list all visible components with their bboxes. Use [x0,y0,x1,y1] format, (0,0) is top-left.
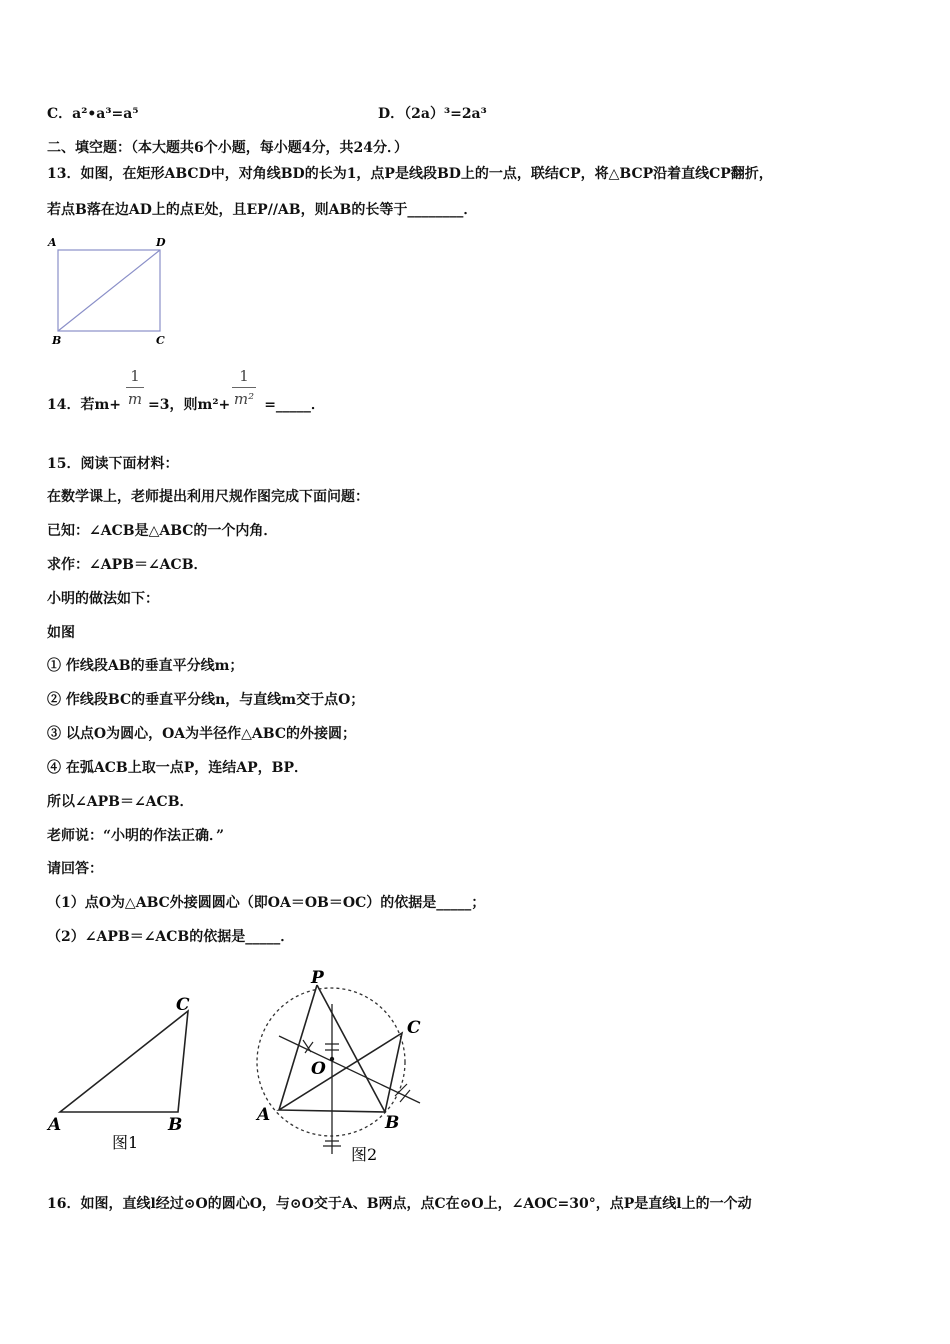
q15-line-5: 如图 [47,625,75,641]
fig2-label-o: O [311,1059,326,1079]
q13-rectangle-figure [44,232,174,350]
section-2-title: 二、填空题：（本大题共6个小题，每小题4分，共24分．） [47,140,408,156]
segment-bp [317,985,385,1112]
fig2-label-a: A [257,1105,271,1125]
diagonal-bd [58,250,160,331]
q15-line-1: 在数学课上，老师提出利用尺规作图完成下面问题： [47,489,369,505]
q15-line-0: 15．阅读下面材料： [47,456,179,472]
label-b: B [52,334,62,347]
fig2-caption: 图2 [351,1145,378,1164]
option-d-text: （2a）³=2a³ [404,106,487,122]
q14-fraction-1: 1 m [127,367,143,408]
q16-line: 16．如图，直线l经过⊙O的圆心O，与⊙O交于A、B两点，点C在⊙O上，∠AOC=30°，点P是直线l上的一个动 [47,1196,752,1212]
option-c-text: a²•a³=a⁵ [72,106,139,122]
fig2-label-p: P [311,968,324,988]
fig1-label-b: B [168,1115,183,1135]
q15-line-11: 老师说：“小明的作法正确．” [47,828,225,844]
fig1-label-c: C [176,995,190,1015]
q15-line-4: 小明的做法如下： [47,591,159,607]
q15-line-3: 求作：∠APB＝∠ACB． [47,557,208,573]
point-o [330,1057,334,1061]
label-c: C [156,334,165,347]
label-a: A [48,236,57,249]
fig1-caption: 图1 [112,1133,139,1152]
q13-line1: 13．如图，在矩形ABCD中，对角线BD的长为1，点P是线段BD上的一点，联结CP，将△BCP沿着直线CP翻折， [47,166,773,182]
q14-line: 14．若m+ =3，则m²+ =_____． [47,397,325,413]
option-c: C．a²•a³=a⁵ [47,106,139,122]
q15-line-14: （2）∠APB＝∠ACB的依据是_____． [47,929,295,945]
q15-line-8: ③ 以点O为圆心，OA为半径作△ABC的外接圆； [47,726,356,742]
fig2-label-b: B [385,1113,400,1133]
q15-line-7: ② 作线段BC的垂直平分线n，与直线m交于点O； [47,692,365,708]
option-d: D．（2a）³=2a³ [378,106,487,122]
q15-line-12: 请回答： [47,861,103,877]
q15-figure-2 [245,960,445,1170]
q15-line-2: 已知：∠ACB是△ABC的一个内角． [47,523,278,539]
q15-line-9: ④ 在弧ACB上取一点P，连结AP，BP． [47,760,308,776]
q15-line-10: 所以∠APB＝∠ACB． [47,794,194,810]
q15-line-6: ① 作线段AB的垂直平分线m； [47,658,244,674]
q15-figure-1 [40,990,210,1160]
label-d: D [156,236,166,249]
triangle-abc [60,1011,188,1112]
q14-fraction-2: 1 m² [233,367,255,408]
fig2-label-c: C [407,1018,421,1038]
fig1-label-a: A [48,1115,62,1135]
q15-line-13: （1）点O为△ABC外接圆圆心（即OA＝OB＝OC）的依据是_____； [47,895,486,911]
segment-ap [279,985,317,1110]
q13-line2: 若点B落在边AD上的点E处，且EP//AB，则AB的长等于________． [47,202,478,218]
